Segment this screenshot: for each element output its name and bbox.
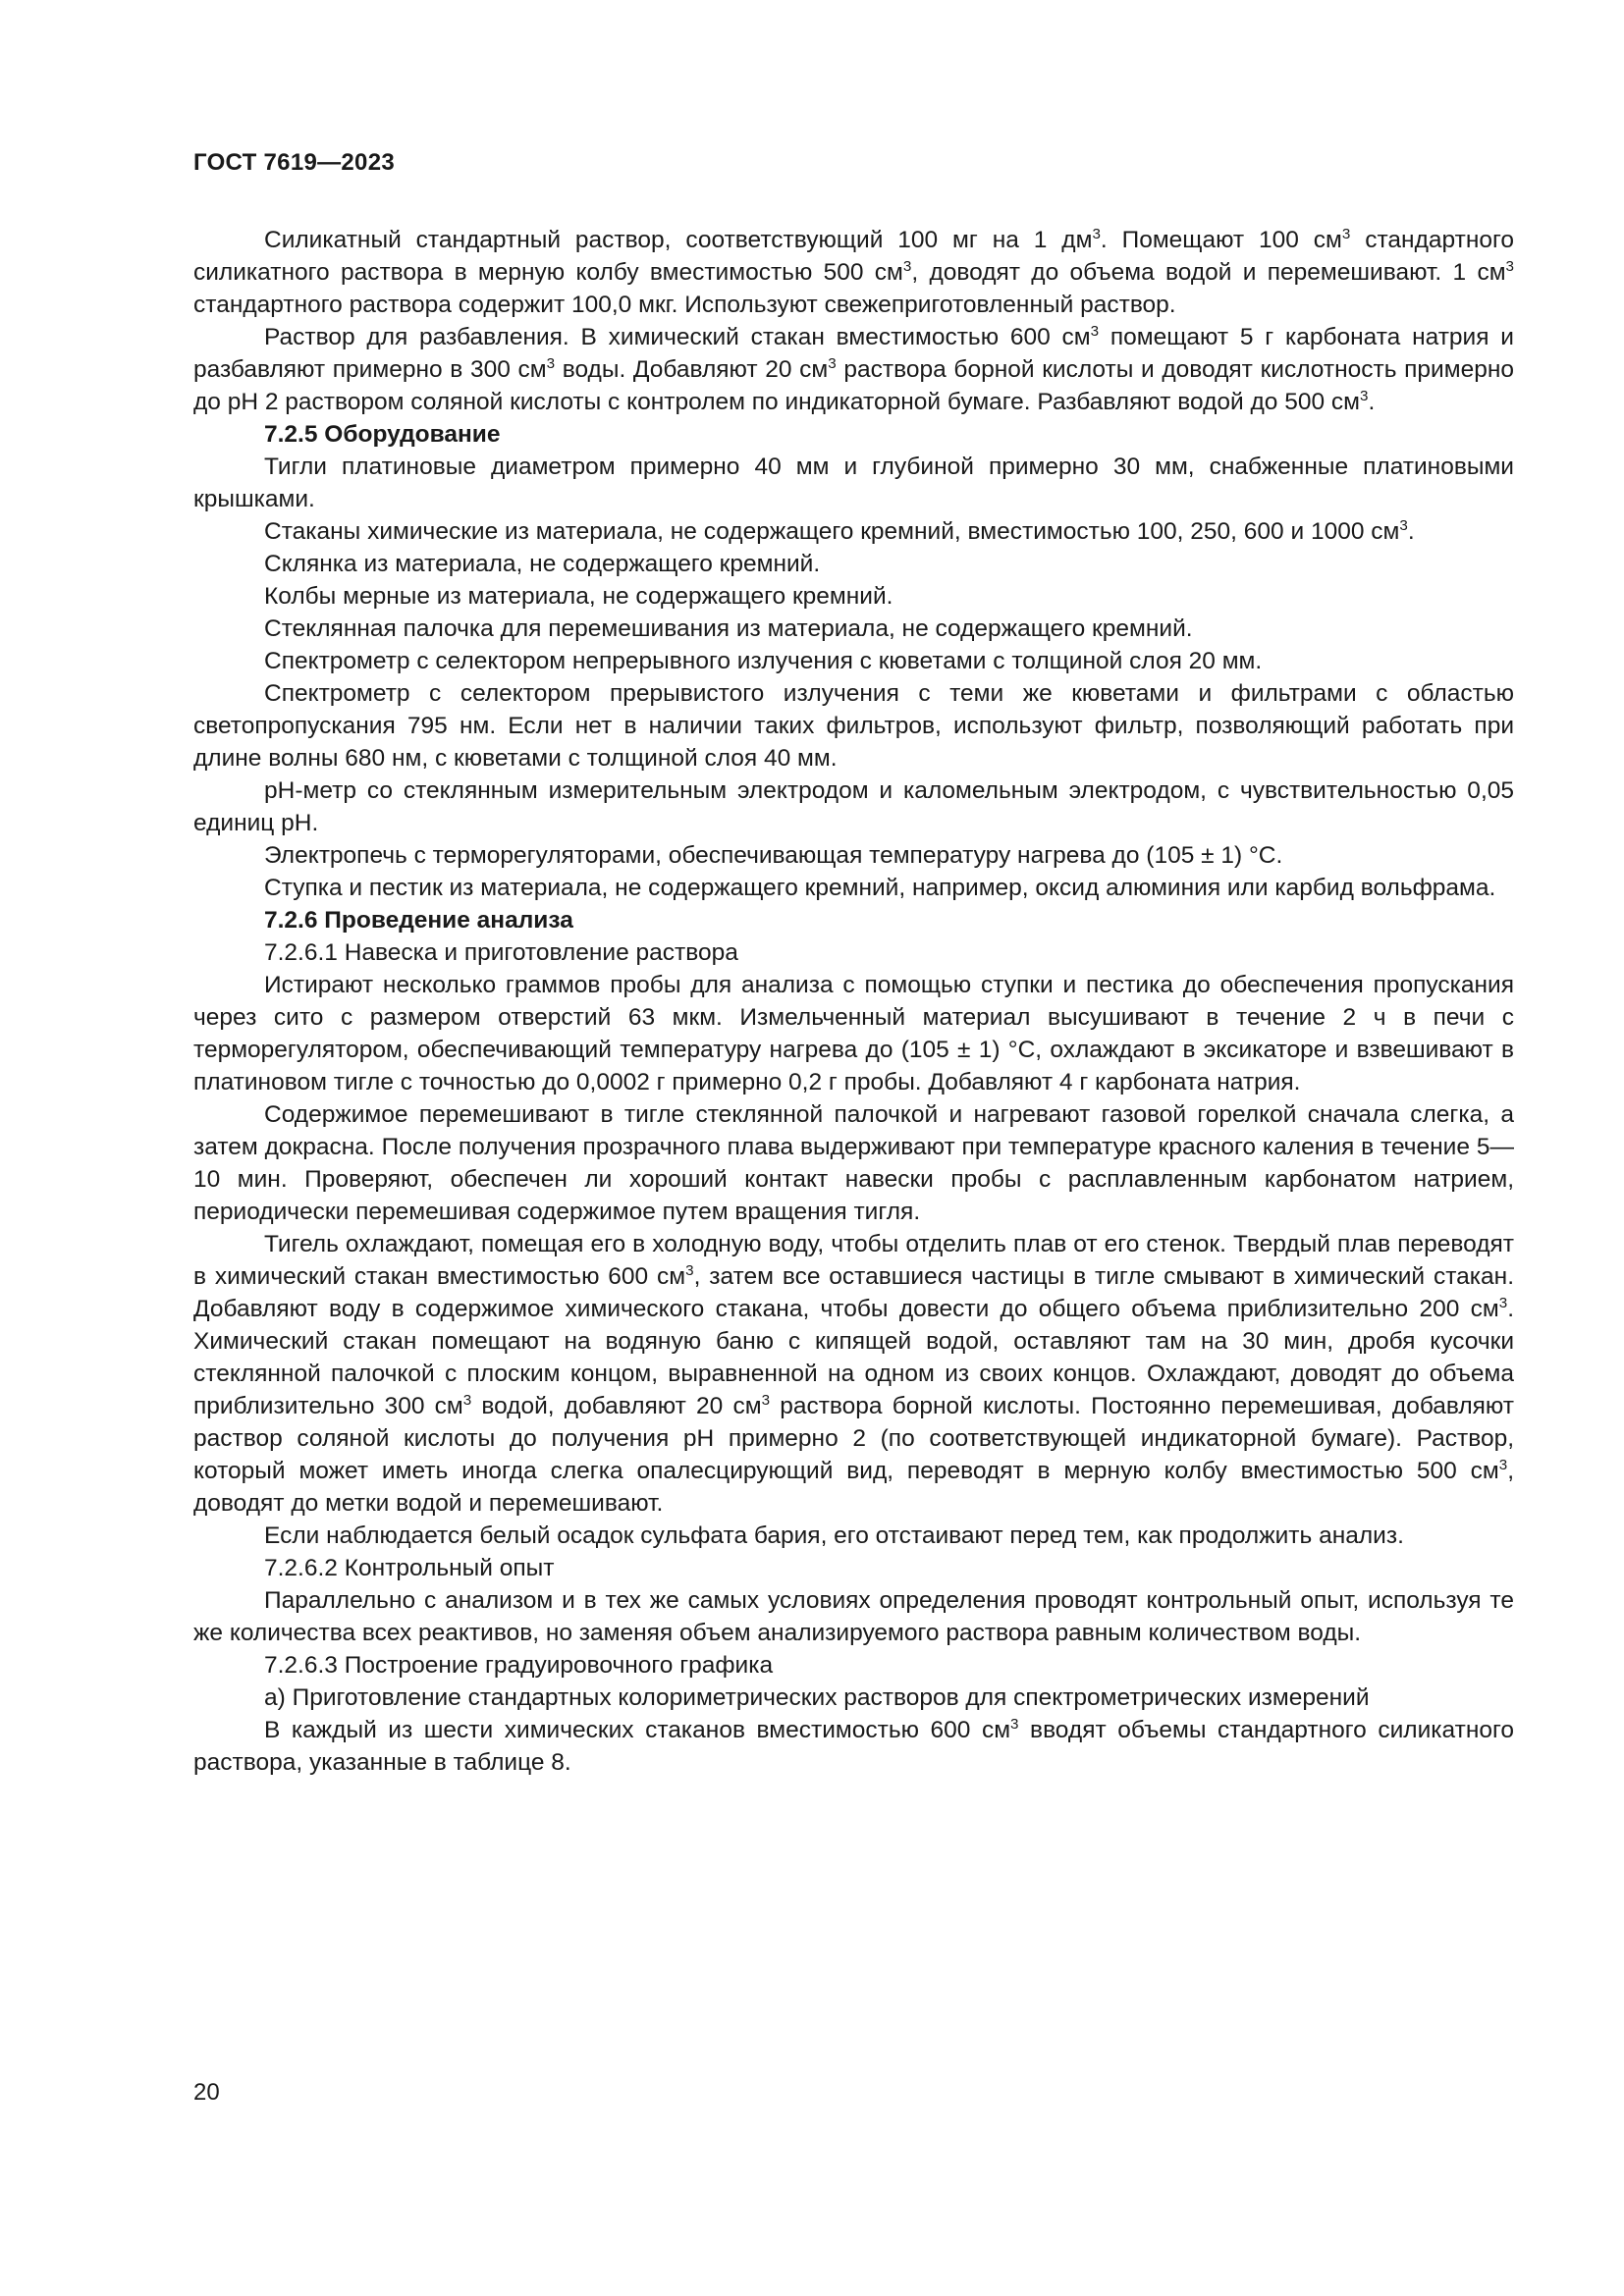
- paragraph-electric-furnace: Электропечь с терморегуляторами, обеспечивающая температуру нагрева до (105 ± 1) °C.: [264, 842, 1283, 869]
- document-header: ГОСТ 7619—2023: [193, 149, 396, 176]
- subsection-heading-calibration-graph: 7.2.6.3 Построение градуировочного графика: [264, 1652, 774, 1679]
- paragraph-six-beakers: В каждый из шести химических стаканов вместимостью 600 $см^3$ вводят объемы стандартного силикатного раствора, указанные в таблице 8.: [193, 1715, 1514, 1776]
- paragraph-blank-test: Параллельно с анализом и в тех же самых условиях определения проводят контрольный опыт, используя те же количества всех реактивов, но заменяя объем анализируемого раствора равным количеством воды.: [193, 1587, 1514, 1646]
- document-body: [193, 224, 1514, 1779]
- paragraph-platinum-crucibles: Тигли платиновые диаметром примерно 40 мм и глубиной примерно 30 мм, снабженные платиновыми крышками.: [193, 454, 1514, 512]
- paragraph-fusion: Содержимое перемешивают в тигле стеклянной палочкой и нагревают газовой горелкой сначала слегка, а затем докрасна. После получения прозрачного плава выдерживают при температуре красного каления в течение 5—10 мин. Проверяют, обеспечен ли хороший контакт навески пробы с расплавленным карбонатом натрием, периодически перемешивая содержимое путем вращения тигля.: [193, 1101, 1514, 1225]
- paragraph-mortar-pestle: Ступка и пестик из материала, не содержащего кремний, например, оксид алюминия или карбид вольфрама.: [264, 875, 1496, 901]
- paragraph-flask: Склянка из материала, не содержащего кремний.: [264, 551, 821, 577]
- paragraph-glass-rod: Стеклянная палочка для перемешивания из материала, не содержащего кремний.: [264, 615, 1193, 642]
- paragraph-grinding: Истирают несколько граммов пробы для анализа с помощью ступки и пестика до обеспечения пропускания через сито с размером отверстий 63 мкм. Измельченный материал высушивают в течение 2 ч в печи с терморегулятором, обеспечивающий температуру нагрева до (105 ± 1) °C, охлаждают в эксикаторе и взвешивают в платиновом тигле с точностью до 0,0002 г примерно 0,2 г пробы. Добавляют 4 г карбоната натрия.: [193, 972, 1514, 1095]
- paragraph-spectrometer-discontinuous: Спектрометр с селектором прерывистого излучения с теми же кюветами и фильтрами с областью светопропускания 795 нм. Если нет в наличии таких фильтров, используют фильтр, позволяющий работать при длине волны 680 нм, с кюветами с толщиной слоя 40 мм.: [193, 680, 1514, 772]
- paragraph-ph-meter: pH-метр со стеклянным измерительным электродом и каломельным электродом, с чувствительностью 0,05 единиц pH.: [193, 777, 1514, 836]
- subsection-heading-sample-preparation: 7.2.6.1 Навеска и приготовление раствора: [264, 939, 738, 966]
- paragraph-colorimetric-solutions: а) Приготовление стандартных колориметрических растворов для спектрометрических измерений: [264, 1684, 1370, 1711]
- section-heading-equipment: 7.2.5 Оборудование: [264, 421, 501, 448]
- page-number: 20: [193, 2079, 220, 2106]
- paragraph-volumetric-flasks: Колбы мерные из материала, не содержащего кремний.: [264, 583, 893, 610]
- paragraph-barium-sulfate: Если наблюдается белый осадок сульфата бария, его отстаивают перед тем, как продолжить анализ.: [264, 1522, 1404, 1549]
- paragraph-spectrometer-continuous: Спектрометр с селектором непрерывного излучения с кюветами с толщиной слоя 20 мм.: [264, 648, 1263, 674]
- paragraph-silicate-standard-solution: Силикатный стандартный раствор, соответствующий 100 мг на 1 $дм^3$. Помещают 100 $см^3$ стандартного силикатного раствора в мерную колбу вместимостью 500 $см^3$, доводят до объема водой и перемешивают. 1 $см^3$ стандартного раствора содержит 100,0 мкг. Используют свежеприготовленный раствор.: [193, 225, 1514, 318]
- paragraph-cooling-dissolution: Тигель охлаждают, помещая его в холодную воду, чтобы отделить плав от его стенок. Твердый плав переводят в химический стакан вместимостью 600 $см^3$, затем все оставшиеся частицы в тигле смывают в химический стакан. Добавляют воду в содержимое химического стакана, чтобы довести до общего объема приблизительно 200 $см^3$. Химический стакан помещают на водяную баню с кипящей водой, оставляют там на 30 мин, дробя кусочки стеклянной палочкой с плоским концом, выравненной на одном из своих концов. Охлаждают, доводят до объема приблизительно 300 $см^3$ водой, добавляют 20 $см^3$ раствора борной кислоты. Постоянно перемешивая, добавляют раствор соляной кислоты до получения pH примерно 2 (по соответствующей индикаторной бумаге). Раствор, который может иметь иногда слегка опалесцирующий вид, переводят в мерную колбу вместимостью 500 $см^3$, доводят до метки водой и перемешивают.: [193, 1231, 1514, 1517]
- paragraph-dilution-solution: Раствор для разбавления. В химический стакан вместимостью 600 $см^3$ помещают 5 г карбоната натрия и разбавляют примерно в 300 $см^3$ воды. Добавляют 20 $см^3$ раствора борной кислоты и доводят кислотность примерно до pH 2 раствором соляной кислоты с контролем по индикаторной бумаге. Разбавляют водой до 500 $см^3$.: [193, 322, 1514, 415]
- paragraph-beakers: Стаканы химические из материала, не содержащего кремний, вместимостью 100, 250, 600 и 1000 $см^3$.: [264, 516, 1415, 545]
- section-heading-analysis: 7.2.6 Проведение анализа: [264, 907, 573, 934]
- subsection-heading-blank-test: 7.2.6.2 Контрольный опыт: [264, 1555, 555, 1581]
